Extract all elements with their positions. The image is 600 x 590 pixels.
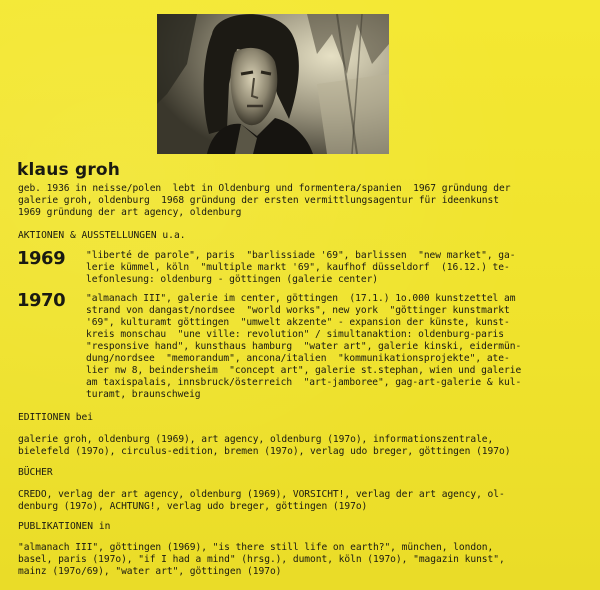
section-heading-aktionen: AKTIONEN & AUSSTELLUNGEN u.a. [18,230,186,241]
portrait-photo [157,14,389,154]
buecher-line: CREDO, verlag der art agency, oldenburg (1969), VORSICHT!, verlag der art agency, ol- [18,489,505,500]
publikationen-line: mainz (197o/69), "water art", göttingen (197o) [18,566,282,577]
year-1969: 1969 [17,248,66,269]
buecher-line: denburg (197o), ACHTUNG!, verlag udo breger, göttingen (197o) [18,501,368,512]
entry-line: lier nw 8, beindersheim "concept art", galerie st.stephan, wien und galerie [86,365,522,376]
entry-line: lefonlesung: oldenburg - göttingen (galerie center) [86,274,379,285]
editionen-line: galerie groh, oldenburg (1969), art agency, oldenburg (197o), informationszentrale, [18,434,494,445]
section-heading-publikationen: PUBLIKATIONEN in [18,521,111,532]
bio-line: geb. 1936 in neisse/polen lebt in Oldenburg und formentera/spanien 1967 gründung der [18,183,511,194]
bio-line: 1969 gründung der art agency, oldenburg [18,207,242,218]
entry-line: "liberté de parole", paris "barlissiade '69", barlissen "new market", ga- [86,250,516,261]
entry-line: "responsive hand", kunsthaus hamburg "water art", galerie kinski, eidermün- [86,341,522,352]
portrait-photo-graphic [157,14,389,154]
entry-line: strand von dangast/nordsee "world works", new york "göttinger kunstmarkt [86,305,510,316]
editionen-line: bielefeld (197o), circulus-edition, bremen (197o), verlag udo breger, göttingen (197o) [18,446,511,457]
entry-line: '69", kulturamt göttingen "umwelt akzente" - expansion der künste, kunst- [86,317,510,328]
year-1970: 1970 [17,290,66,311]
section-heading-buecher: BÜCHER [18,467,53,478]
publikationen-line: basel, paris (197o), "if I had a mind" (hrsg.), dumont, köln (197o), "magazin kunst", [18,554,505,565]
entry-line: dung/nordsee "memorandum", ancona/italien "kommunikationsprojekte", ate- [86,353,510,364]
section-heading-editionen: EDITIONEN bei [18,412,94,423]
artist-name: klaus groh [17,160,121,180]
publikationen-line: "almanach III", göttingen (1969), "is there still life on earth?", münchen, london, [18,542,494,553]
entry-line: am taxispalais, innsbruck/österreich "art-jamboree", gag-art-galerie & kul- [86,377,522,388]
entry-line: "almanach III", galerie im center, göttingen (17.1.) 1o.000 kunstzettel am [86,293,516,304]
entry-line: kreis monschau "une ville: revolution" / simultanaktion: oldenburg-paris [86,329,504,340]
entry-line: lerie kümmel, köln "multiple markt '69", kaufhof düsseldorf (16.12.) te- [86,262,510,273]
entry-line: turamt, braunschweig [86,389,201,400]
bio-line: galerie groh, oldenburg 1968 gründung der ersten vermittlungsagentur für ideenkunst [18,195,499,206]
